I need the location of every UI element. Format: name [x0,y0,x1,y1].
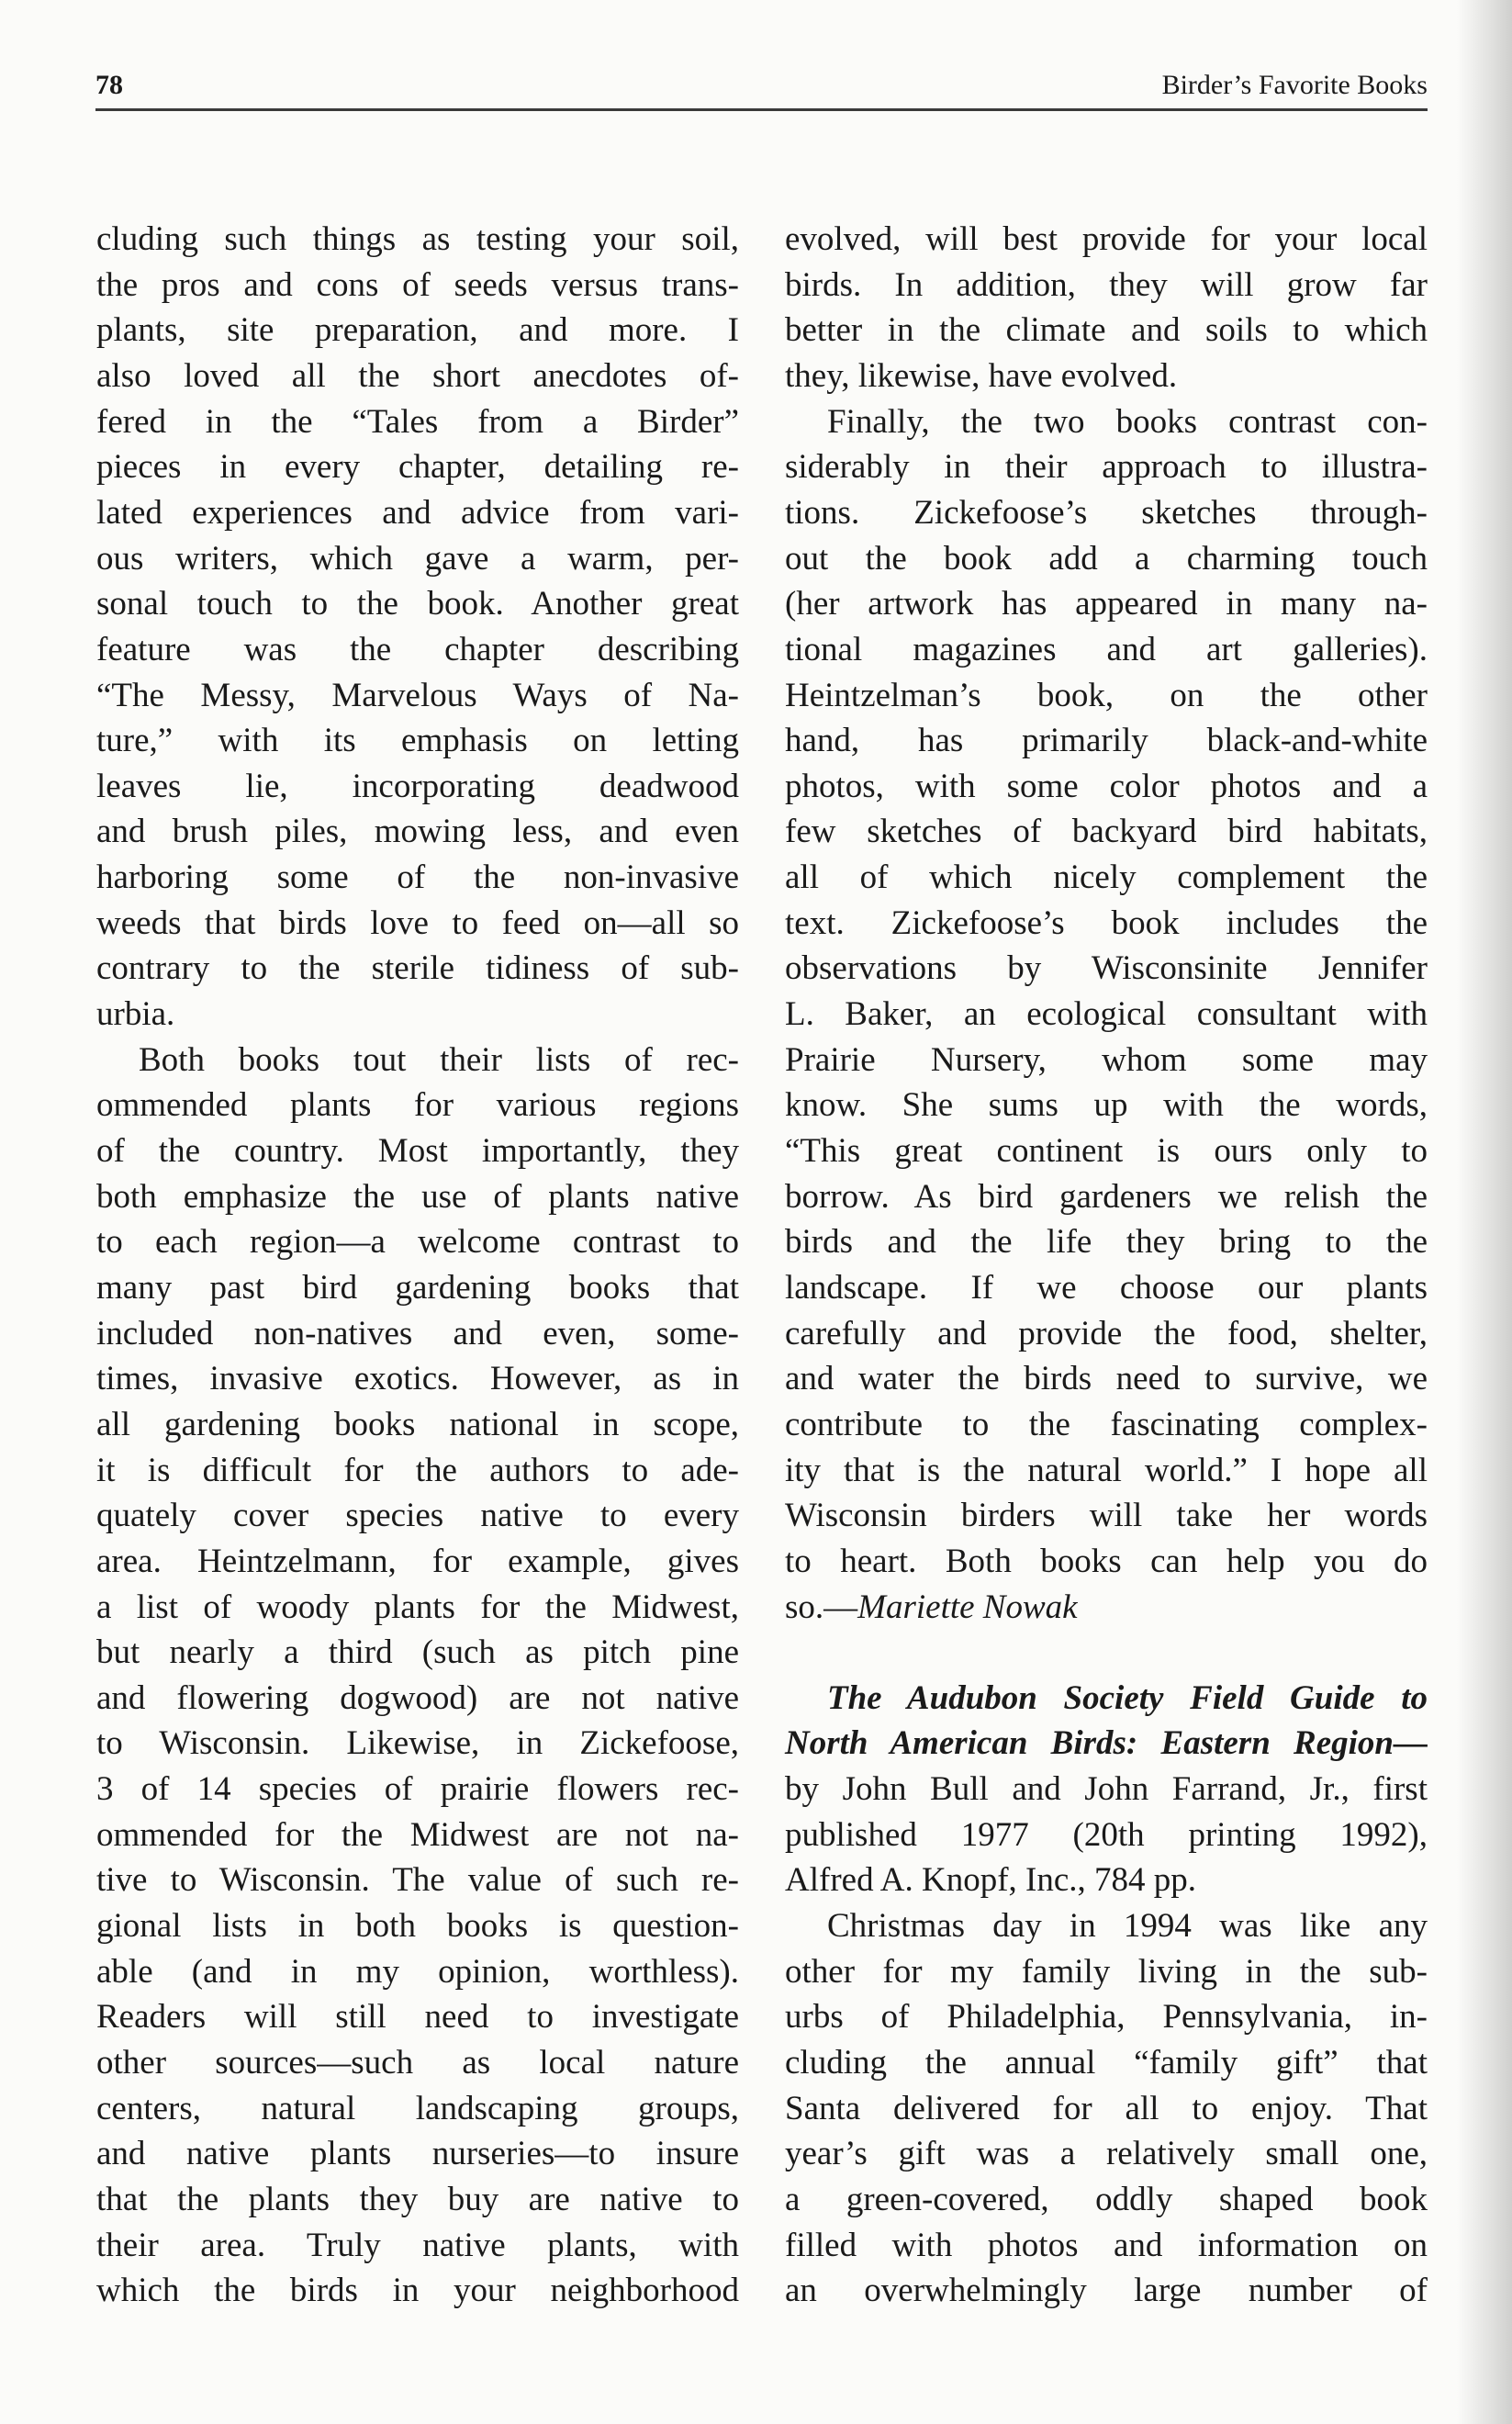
text-line [785,1903,1428,1949]
line-text: other for my family living in the sub- [785,1952,1428,1991]
text-line [785,2131,1428,2177]
text-line [96,946,739,992]
text-line [785,1219,1428,1265]
line-text: both emphasize the use of plants native [96,1177,739,1216]
text-line [785,1083,1428,1128]
line-text: centers, natural landscaping groups, [96,2089,739,2127]
line-text: filled with photos and information on [785,2226,1428,2264]
line-text: (her artwork has appeared in many na- [785,585,1428,623]
text-line [96,581,739,627]
line-text: birds and the life they bring to the [785,1223,1428,1262]
line-text: ommended for the Midwest are not na- [96,1815,739,1854]
line-text: L. Baker, an ecological consultant with [785,995,1428,1034]
line-text: to Wisconsin. Likewise, in Zickefoose, [96,1724,739,1763]
text-line [785,1038,1428,1083]
text-line [96,901,739,947]
text-line [96,536,739,582]
line-text: tions. Zickefoose’s sketches through- [785,493,1428,532]
line-text: tive to Wisconsin. The value of such re- [96,1861,739,1900]
text-line [785,1448,1428,1494]
line-text: Christmas day in 1994 was like any [827,1907,1428,1946]
line-text: “This great continent is ours only to [785,1132,1428,1170]
line-text: Heintzelman’s book, on the other [785,676,1428,714]
line-text: know. She sums up with the words, [785,1086,1428,1125]
line-text: 3 of 14 species of prairie flowers rec- [96,1770,739,1809]
left-text-column [96,0,739,2424]
line-text: harboring some of the non-invasive [96,858,739,897]
text-line [785,444,1428,490]
text-line [785,718,1428,764]
text-line [785,217,1428,263]
text-line [785,2086,1428,2132]
line-text: cluding such things as testing your soil, [96,220,739,258]
line-text: The Audubon Society Field Guide to [827,1678,1428,1717]
text-line [96,673,739,719]
text-line [785,308,1428,354]
line-text: tional magazines and art galleries). [785,630,1428,668]
text-line [785,2223,1428,2269]
line-text: fered in the “Tales from a Birder” [96,402,739,441]
line-text: hand, has primarily black-and-white [785,722,1428,760]
text-line [96,1630,739,1676]
line-text: an overwhelmingly large number of [785,2272,1428,2310]
text-line [96,1903,739,1949]
line-text: included non-natives and even, some- [96,1314,739,1352]
line-text: observations by Wisconsinite Jennifer [785,949,1428,988]
line-text: urbs of Philadelphia, Pennsylvania, in- [785,1998,1428,2037]
text-line [96,1356,739,1402]
text-line [785,2040,1428,2086]
line-text: pieces in every chapter, detailing re- [96,448,739,487]
line-text: plants, site preparation, and more. I [96,311,739,350]
line-text: Prairie Nursery, whom some may [785,1040,1428,1079]
line-text: published 1977 (20th printing 1992), [785,1815,1428,1854]
line-text: evolved, will best provide for your local [785,220,1428,258]
line-text: leaves lie, incorporating deadwood [96,767,739,805]
line-text: ity that is the natural world.” I hope all [785,1451,1428,1489]
line-text: the pros and cons of seeds versus trans- [96,265,739,304]
text-line [785,354,1428,399]
text-line [785,901,1428,947]
text-line [96,2086,739,2132]
line-text: and water the birds need to survive, we [785,1360,1428,1398]
text-line [785,1265,1428,1311]
running-header-title: Birder’s Favorite Books [1161,70,1428,100]
text-line [96,809,739,855]
line-text: by John Bull and John Farrand, Jr., first [785,1770,1428,1809]
line-text: feature was the chapter describing [96,630,739,668]
line-text: quately cover species native to every [96,1497,739,1535]
text-line [785,399,1428,445]
line-text: so.— [785,1588,858,1626]
text-line [96,2223,739,2269]
review-book-title-line [785,1721,1428,1767]
text-line [96,1402,739,1448]
line-text: area. Heintzelmann, for example, gives [96,1542,739,1580]
text-line [785,1857,1428,1903]
text-line [785,1812,1428,1858]
text-line [785,946,1428,992]
line-text: their area. Truly native plants, with [96,2226,739,2264]
line-text: many past bird gardening books that [96,1268,739,1307]
text-line [96,308,739,354]
text-line [96,1493,739,1539]
text-line [96,1174,739,1220]
line-text: that the plants they buy are native to [96,2180,739,2218]
line-text: contrary to the sterile tidiness of sub- [96,949,739,988]
review-book-title-line [785,1676,1428,1722]
text-line [785,855,1428,901]
text-line [96,1812,739,1858]
page-number: 78 [95,70,123,100]
line-text: a green-covered, oddly shaped book [785,2180,1428,2218]
text-line [785,1311,1428,1357]
text-line [96,1038,739,1083]
line-text: siderably in their approach to illustra- [785,448,1428,487]
text-line [96,1857,739,1903]
text-line [785,1356,1428,1402]
text-line [785,673,1428,719]
line-text: all of which nicely complement the [785,858,1428,897]
text-line [785,490,1428,536]
text-line [785,263,1428,309]
text-line [96,2177,739,2223]
text-line [96,1585,739,1631]
text-line [96,2268,739,2314]
line-text: carefully and provide the food, shelter, [785,1314,1428,1352]
line-text: birds. In addition, they will grow far [785,265,1428,304]
text-line [96,1994,739,2040]
text-line [96,1128,739,1174]
line-text: to each region—a welcome contrast to [96,1223,739,1262]
text-line [96,1083,739,1128]
text-line [96,992,739,1038]
line-text: weeds that birds love to feed on—all so [96,903,739,942]
line-text: able (and in my opinion, worthless). [96,1952,739,1991]
line-text: Finally, the two books contrast con- [827,402,1428,441]
line-text: gional lists in both books is question- [96,1907,739,1946]
line-text: out the book add a charming touch [785,539,1428,578]
right-text-column [785,0,1428,2424]
text-line [785,992,1428,1038]
text-line [96,1448,739,1494]
text-line [785,1128,1428,1174]
text-line [785,1949,1428,1995]
line-text: North American Birds: Eastern Region— [785,1724,1428,1763]
line-text: other sources—such as local nature [96,2044,739,2082]
line-text: which the birds in your neighborhood [96,2272,739,2310]
text-line [785,2268,1428,2314]
line-text: ommended plants for various regions [96,1086,739,1125]
line-text: year’s gift was a relatively small one, [785,2135,1428,2173]
text-line [785,581,1428,627]
line-text: photos, with some color photos and a [785,767,1428,805]
line-text: urbia. [96,995,175,1034]
text-line [785,1994,1428,2040]
author-signature: Mariette Nowak [857,1588,1078,1626]
line-text: to heart. Both books can help you do [785,1542,1428,1580]
line-text: “The Messy, Marvelous Ways of Na- [96,676,739,714]
text-line [96,2131,739,2177]
line-text: Readers will still need to investigate [96,1998,739,2037]
text-line [96,399,739,445]
text-line [785,1402,1428,1448]
line-text: Both books tout their lists of rec- [139,1040,739,1079]
text-line [96,444,739,490]
text-line [96,718,739,764]
line-text: also loved all the short anecdotes of- [96,356,739,395]
text-line [96,1219,739,1265]
page-edge-shadow [1457,0,1512,2424]
line-text: they, likewise, have evolved. [785,356,1178,395]
text-line [96,764,739,810]
line-text: and flowering dogwood) are not native [96,1678,739,1717]
line-text: sonal touch to the book. Another great [96,585,739,623]
text-line [96,490,739,536]
line-text: Wisconsin birders will take her words [785,1497,1428,1535]
line-text: times, invasive exotics. However, as in [96,1360,739,1398]
text-line [785,627,1428,673]
text-line [785,536,1428,582]
text-line [96,1539,739,1585]
text-line [96,1949,739,1995]
text-line [96,1676,739,1722]
text-line [96,1721,739,1767]
line-text: but nearly a third (such as pitch pine [96,1633,739,1672]
line-text: ous writers, which gave a warm, per- [96,539,739,578]
line-text: cluding the annual “family gift” that [785,2044,1428,2082]
text-line [96,1767,739,1812]
line-text: all gardening books national in scope, [96,1405,739,1443]
line-text: of the country. Most importantly, they [96,1132,739,1170]
text-line [96,855,739,901]
line-text: lated experiences and advice from vari- [96,493,739,532]
text-line [785,764,1428,810]
text-line [96,2040,739,2086]
line-text: ture,” with its emphasis on letting [96,722,739,760]
text-line [96,217,739,263]
line-text: few sketches of backyard bird habitats, [785,813,1428,851]
line-text: text. Zickefoose’s book includes the [785,903,1428,942]
text-line [96,1311,739,1357]
text-line [96,1265,739,1311]
line-text: a list of woody plants for the Midwest, [96,1588,739,1626]
text-line [785,1539,1428,1585]
text-line [785,1493,1428,1539]
line-text: and brush piles, mowing less, and even [96,813,739,851]
text-line [785,809,1428,855]
line-text: contribute to the fascinating complex- [785,1405,1428,1443]
text-line [785,1585,1428,1631]
text-line [785,2177,1428,2223]
text-line [785,1174,1428,1220]
line-text: Santa delivered for all to enjoy. That [785,2089,1428,2127]
text-line [96,354,739,399]
line-text: Alfred A. Knopf, Inc., 784 pp. [785,1861,1197,1900]
line-text: better in the climate and soils to which [785,311,1428,350]
line-text: and native plants nurseries—to insure [96,2135,739,2173]
line-text: landscape. If we choose our plants [785,1268,1428,1307]
line-text: borrow. As bird gardeners we relish the [785,1177,1428,1216]
text-line [785,1767,1428,1812]
text-line [96,627,739,673]
line-text: it is difficult for the authors to ade- [96,1451,739,1489]
text-line [96,263,739,309]
